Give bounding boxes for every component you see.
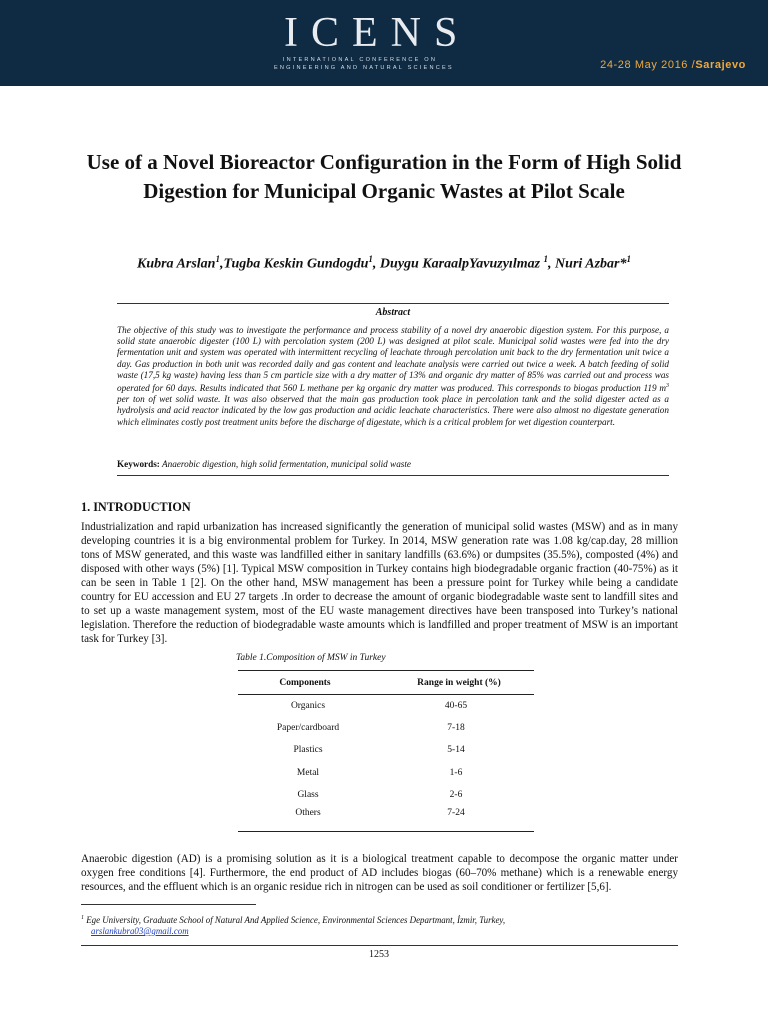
footnote-mark: 1: [81, 915, 84, 921]
component-cell: Plastics: [293, 745, 323, 756]
anaerobic-digestion-paragraph: Anaerobic digestion (AD) is a promising solution as it is a biological treatment capable to decompose the organic matter under oxygen free conditions [4]. Furthermore, the end product of AD includes biogas (60–70% methane) which is a renewable energy resources, and the effluent which is an organic residue rich in nitrogen can be used as soil conditioner or fertilizer [5,6].: [81, 853, 678, 893]
author-affiliation-mark: 1: [215, 254, 220, 264]
author-name: Duygu KaraalpYavuzyılmaz: [379, 256, 544, 272]
table-row: [238, 784, 534, 806]
table-caption: Table 1.Composition of MSW in Turkey: [236, 653, 386, 663]
range-cell: 5-14: [447, 745, 465, 756]
component-cell: Organics: [290, 700, 326, 711]
author-affiliation-mark: 1: [368, 254, 373, 264]
table-row: [238, 739, 534, 761]
table-header-row: [238, 671, 534, 695]
author-name: Kubra Arslan: [136, 256, 216, 272]
abstract-heading: Abstract: [375, 307, 411, 318]
keywords-label: Keywords:: [117, 459, 160, 469]
abstract-bottom-rule: [117, 475, 669, 476]
footnote-text: Ege University, Graduate School of Natural And Applied Science, Environmental Sciences Departmant, İzmir, Turkey,: [84, 914, 506, 925]
page-footer-rule: [81, 945, 678, 946]
component-cell: Glass: [297, 789, 319, 800]
abstract-top-rule: [117, 303, 669, 304]
logo-subtitle-line1: INTERNATIONAL CONFERENCE ON: [282, 57, 438, 63]
author-name: Tugba Keskin Gundogdu: [223, 256, 369, 272]
conference-date: 24-28 May 2016 /: [600, 59, 696, 71]
table-row: [238, 806, 534, 832]
author-name: Nuri Azbar*: [555, 256, 627, 272]
component-cell: Paper/cardboard: [276, 722, 340, 733]
icens-logo: [274, 10, 471, 72]
range-cell: 7-18: [447, 722, 465, 733]
page-number: 1253: [369, 949, 389, 960]
abstract-text-part2: per ton of wet solid waste. It was also observed that the main gas production took place in percolation tank and the solid digester acted as a hydrolysis and acid reactor indicated by the low gas production and acidic leachate characteristics. There were also almost no digestate generation which eliminates costly post treatment units before the discharge of digestate, which is a critical problem for wet digestion counterpart.: [117, 394, 669, 427]
component-cell: Metal: [296, 767, 320, 778]
table-header-range: Range in weight (%): [378, 671, 534, 695]
keywords-line: [117, 458, 669, 470]
author-separator: ,: [548, 256, 556, 272]
affiliation-footnote: [81, 913, 505, 937]
range-cell: 2-6: [449, 789, 463, 800]
abstract-text-part1: The objective of this study was to investigate the performance and process stability of a novel dry anaerobic digestion system. For this purpose, a solid state anaerobic digester (100 L) with percolation system (200 L) was designed at pilot scale. Municipal solid wastes were fed into the dry fermentation unit and system was operated with intermittent recycling of leachate through percolation unit back to the dry fermentation unit twice a day. Gas production in both unit was recorded daily and gas content and leachate analysis were carried out twice a week. A batch feeding of solid waste (17,5 kg waste) having less than 5 cm particle size with a dry matter of 13% and organic dry matter of 85% was carried out and process was operated for 60 days. Results indicated that 560 L methane per kg organic dry matter was produced. This corresponds to biogas production 119 m: [117, 325, 669, 394]
paper-title: Use of a Novel Bioreactor Configuration in the Form of High Solid Digestion for Municipal Organic Wastes at Pilot Scale: [86, 150, 682, 203]
keywords-text: Anaerobic digestion, high solid fermentation, municipal solid waste: [159, 459, 411, 469]
abstract-superscript: 3: [666, 383, 669, 390]
author-separator: ,: [219, 256, 224, 272]
range-cell: 40-65: [444, 700, 468, 711]
introduction-paragraph: Industrialization and rapid urbanization has increased significantly the generation of municipal solid wastes (MSW) and as in many developing countries it is a big environmental problem for Turkey. In 2014, MSW generation rate was 1.08 kg/cap.day, 28 million tons of MSW generated, and this waste was landfilled either in sanitary landfills (63.6%) or dumpsites (35.5%), composted (4%) and disposed with other ways (5%) [1]. Typical MSW composition in Turkey contains high biodegradable organic fraction (40-75%) as it can be seen in Table 1 [2]. On the other hand, MSW management has been a pressure point for Turkey while being a candidate country for EU accession and EU 27 targets .In order to decrease the amount of organic biodegradable waste sent to landfill sites and to set up a waste management system, most of the EU waste management directives have been transposed into Turkey’s national legislation. Therefore the reduction of biodegradable waste amounts which is landfilled and proper treatment of MSW is an important task for Turkey [3].: [81, 521, 678, 645]
range-cell: 1-6: [449, 767, 463, 778]
footnote-rule: [81, 904, 256, 905]
logo-wordmark: ICENS: [284, 10, 471, 56]
abstract-text: [117, 325, 669, 428]
range-cell: 7-24: [378, 806, 534, 832]
conference-date-location: [600, 59, 746, 71]
author-email-link[interactable]: arslankubra03@gmail.com: [91, 925, 189, 936]
table-body: [238, 695, 534, 832]
logo-subtitle-line2: ENGINEERING AND NATURAL SCIENCES: [274, 65, 454, 71]
table-row: [238, 717, 534, 739]
table-row: [238, 761, 534, 783]
section-heading-introduction: 1. INTRODUCTION: [81, 500, 191, 514]
conference-city: Sarajevo: [695, 59, 746, 71]
component-cell: Others: [238, 806, 378, 832]
table-header-components: Components: [238, 671, 378, 695]
table-row: [238, 695, 534, 717]
author-separator: ,: [372, 256, 380, 272]
conference-header-banner: [0, 0, 768, 86]
author-affiliation-mark: 1: [626, 254, 631, 264]
author-affiliation-mark: 1: [543, 254, 549, 264]
msw-composition-table: [238, 670, 534, 832]
author-list: [40, 250, 728, 274]
